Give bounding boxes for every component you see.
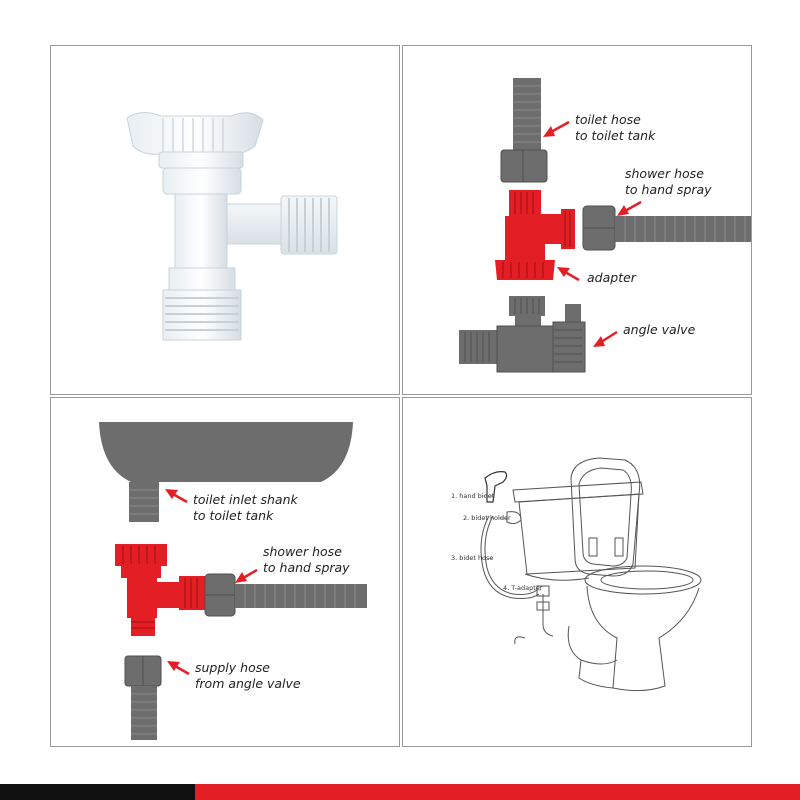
- footer-bar-black: [0, 784, 195, 800]
- label-adapter: adapter: [587, 270, 636, 285]
- shower-hose: [205, 574, 367, 616]
- label-t-adapter: 4. T-adapter: [503, 584, 543, 592]
- label-shower-hose: shower hose to hand spray: [263, 544, 350, 575]
- label-bidet-hose: 3. bidet hose: [451, 554, 494, 562]
- label-shower-hose: shower hose to hand spray: [625, 166, 712, 197]
- label-inlet-shank: toilet inlet shank to toilet tank: [193, 492, 298, 523]
- shower-hose: [583, 206, 752, 250]
- label-toilet-hose: toilet hose to toilet tank: [575, 112, 656, 143]
- red-adapter: [495, 190, 575, 280]
- footer-bar-red: [195, 784, 800, 800]
- supply-hose: [125, 656, 161, 740]
- red-adapter: [115, 544, 205, 636]
- label-angle-valve: angle valve: [623, 322, 696, 337]
- toilet-line-drawing: [403, 398, 752, 747]
- toilet-diagram-panel: [402, 397, 752, 747]
- label-supply-hose: supply hose from angle valve: [195, 660, 301, 691]
- t-adapter-illustration: [51, 46, 400, 395]
- angle-valve: [459, 296, 585, 372]
- toilet-tank-bottom: [99, 422, 353, 482]
- inlet-shank: [129, 482, 159, 522]
- installation-panel-tank: [402, 45, 752, 395]
- label-hand-bidet: 1. hand bidet: [451, 492, 495, 500]
- installation-panel-shank: [50, 397, 400, 747]
- toilet-hose: [501, 78, 547, 182]
- product-photo-panel: [50, 45, 400, 395]
- label-bidet-holder: 2. bidet holder: [463, 514, 511, 522]
